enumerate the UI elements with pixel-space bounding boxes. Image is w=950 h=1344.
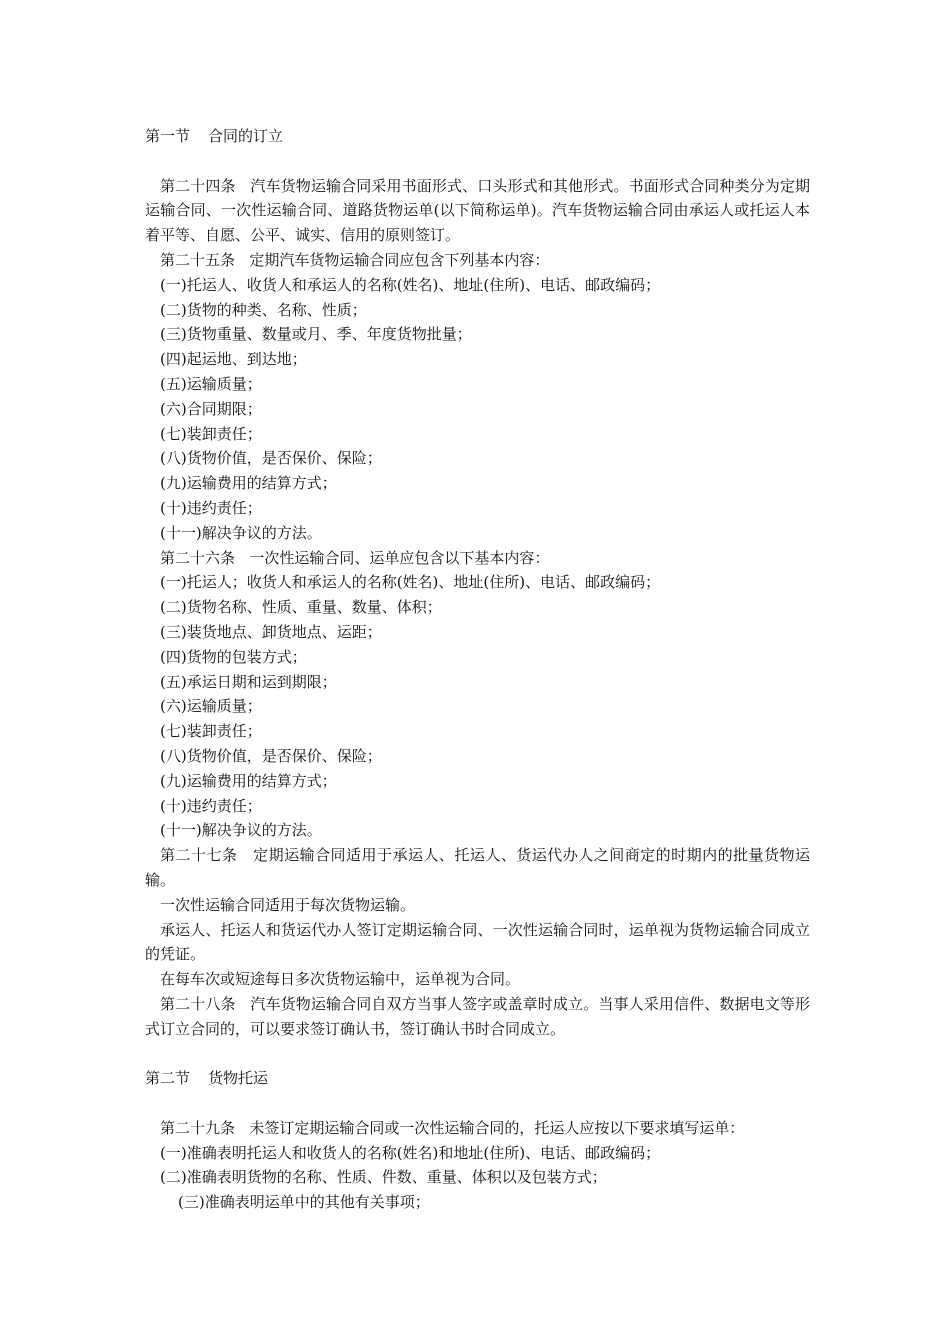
article-26-item: (一)托运人；收货人和承运人的名称(姓名)、地址(住所)、电话、邮政编码； <box>160 573 661 592</box>
article-27-text: 定期运输合同适用于承运人、托运人、货运代办人之间商定的时期内的批量货物运输。 <box>145 846 810 889</box>
article-25-item: (九)运输费用的结算方式； <box>160 474 337 493</box>
section-2-number: 第二节 <box>145 1069 191 1088</box>
article-26 <box>145 546 810 571</box>
article-27-paragraph-2: 一次性运输合同适用于每次货物运输。 <box>160 895 416 914</box>
article-26-item: (六)运输质量； <box>160 697 262 716</box>
article-25-item: (四)起运地、到达地； <box>160 350 307 369</box>
article-24-text: 汽车货物运输合同采用书面形式、口头形式和其他形式。书面形式合同种类分为定期运输合同、一次性运输合同、道路货物运单(以下简称运单)。汽车货物运输合同由承运人或托运人本着平等、自愿、公平、诚实、信用的原则签订。 <box>145 176 810 245</box>
article-27-paragraph-4: 在每车次或短途每日多次货物运输中，运单视为合同。 <box>160 970 521 989</box>
article-27-number: 第二十七条 <box>160 846 238 865</box>
article-25-item: (八)货物价值，是否保价、保险； <box>160 449 382 468</box>
article-26-item: (二)货物名称、性质、重量、数量、体积； <box>160 598 442 617</box>
article-25-text: 定期汽车货物运输合同应包含下列基本内容： <box>249 250 550 269</box>
article-25-number: 第二十五条 <box>160 250 236 269</box>
article-27-paragraph-3: 承运人、托运人和货运代办人签订定期运输合同、一次性运输合同时，运单视为货物运输合同成立的凭证。 <box>145 920 810 964</box>
article-25-item: (六)合同期限； <box>160 399 262 418</box>
article-29 <box>145 1116 810 1141</box>
section-1-title: 合同的订立 <box>208 127 284 145</box>
article-28-text: 汽车货物运输合同自双方当事人签字或盖章时成立。当事人采用信件、数据电文等形式订立合同的，可以要求签订确认书，签订确认书时合同成立。 <box>145 994 810 1038</box>
article-26-item: (三)装货地点、卸货地点、运距； <box>160 622 382 641</box>
article-29-number: 第二十九条 <box>160 1118 236 1137</box>
article-24 <box>145 174 810 248</box>
article-28 <box>145 992 810 1042</box>
article-29-text: 未签订定期运输合同或一次性运输合同的，托运人应按以下要求填写运单： <box>249 1118 745 1137</box>
document-page <box>145 124 810 1215</box>
article-29-item: (一)准确表明托运人和收货人的名称(姓名)和地址(住所)、电话、邮政编码； <box>160 1143 661 1162</box>
article-26-item: (八)货物价值，是否保价、保险； <box>160 746 382 765</box>
article-24-number: 第二十四条 <box>160 176 236 195</box>
article-26-number: 第二十六条 <box>160 548 236 567</box>
article-26-item: (九)运输费用的结算方式； <box>160 771 337 790</box>
article-29-item: (二)准确表明货物的名称、性质、件数、重量、体积以及包装方式； <box>160 1168 607 1187</box>
article-29-item: (三)准确表明运单中的其他有关事项； <box>178 1193 430 1212</box>
article-28-number: 第二十八条 <box>160 994 236 1013</box>
article-25-item: (三)货物重量、数量或月、季、年度货物批量； <box>160 325 472 344</box>
article-26-item: (七)装卸责任； <box>160 722 262 741</box>
article-25-item: (十一)解决争议的方法。 <box>160 523 322 542</box>
article-26-item: (五)承运日期和运到期限； <box>160 672 337 691</box>
article-25-item: (七)装卸责任； <box>160 424 262 443</box>
section-1-heading <box>145 124 810 149</box>
article-26-item: (四)货物的包装方式； <box>160 647 307 666</box>
article-25-item: (二)货物的种类、名称、性质； <box>160 300 367 319</box>
section-2-heading <box>145 1066 810 1091</box>
article-26-item: (十)违约责任； <box>160 796 262 815</box>
article-25-item: (一)托运人、收货人和承运人的名称(姓名)、地址(住所)、电话、邮政编码； <box>160 275 661 294</box>
section-1-number: 第一节 <box>145 127 191 145</box>
article-26-text: 一次性运输合同、运单应包含以下基本内容： <box>249 548 550 567</box>
article-25-item: (五)运输质量； <box>160 374 262 393</box>
section-2-title: 货物托运 <box>208 1069 269 1088</box>
article-25 <box>145 248 810 273</box>
article-27 <box>145 843 810 893</box>
article-26-item: (十一)解决争议的方法。 <box>160 821 322 840</box>
article-25-item: (十)违约责任； <box>160 498 262 517</box>
